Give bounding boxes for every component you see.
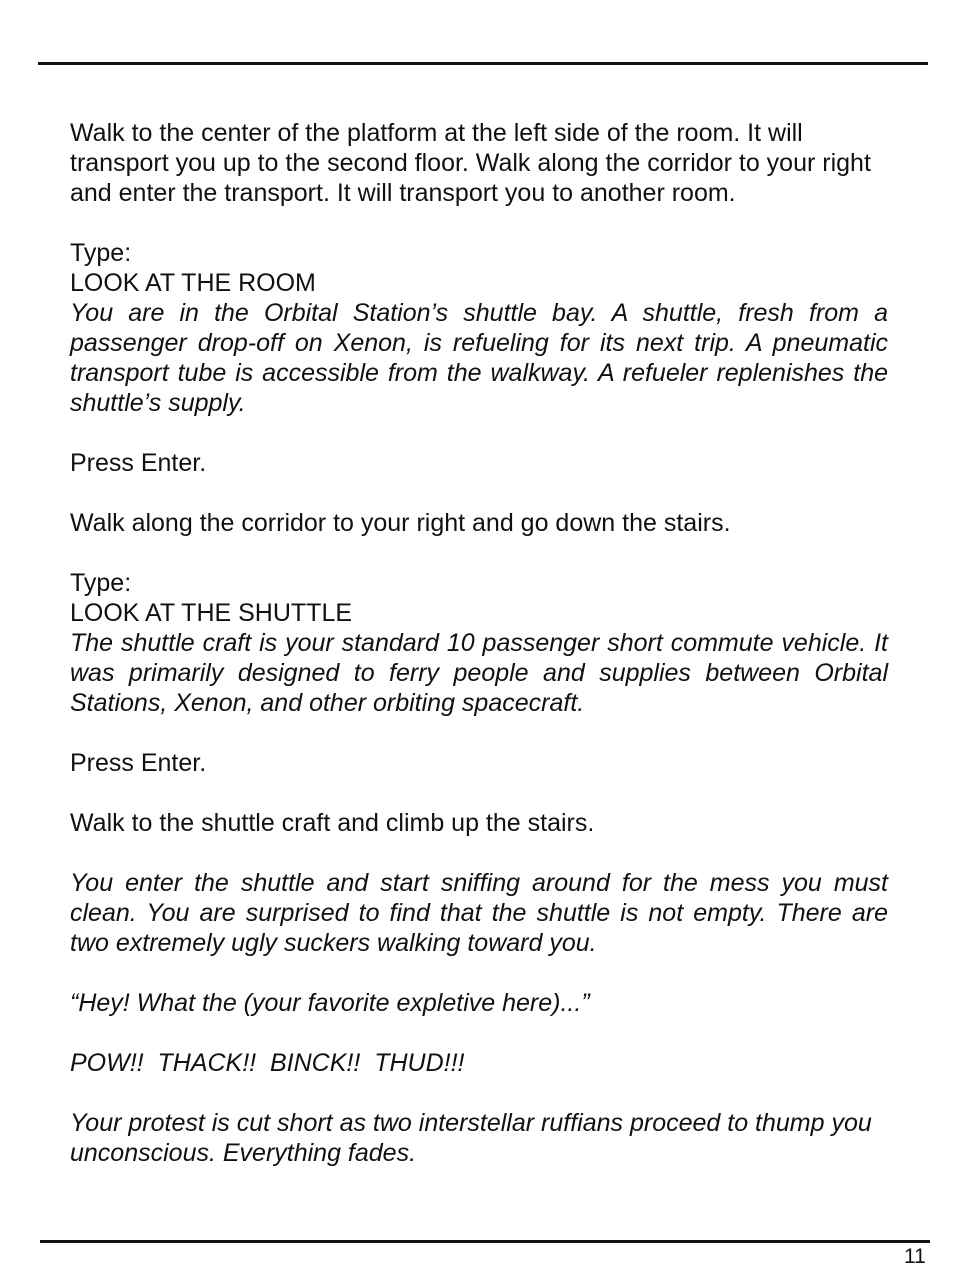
type-label: Type: <box>70 569 132 597</box>
top-rule <box>38 62 928 65</box>
type-label: Type: <box>70 239 132 267</box>
page-body <box>70 118 888 1198</box>
shuttle-description: The shuttle craft is your standard 10 passenger short commute vehicle. It was primarily designed to ferry people and supplies between Orbital Stations, Xenon, and other orbiting spacecraft. <box>70 629 888 717</box>
command-text: LOOK AT THE ROOM <box>70 269 316 297</box>
narration-paragraph: You enter the shuttle and start sniffing around for the mess you must clean. You are surprised to find that the shuttle is not empty. There are two extremely ugly suckers walking toward you. <box>70 869 888 957</box>
sound-effects: POW!! THACK!! BINCK!! THUD!!! <box>70 1049 465 1077</box>
instruction-paragraph: Walk to the shuttle craft and climb up the stairs. <box>70 809 595 837</box>
room-description: You are in the Orbital Station’s shuttle bay. A shuttle, fresh from a passenger drop-off on Xenon, is refueling for its next trip. A pneumatic transport tube is accessible from the walkway. A refueler replenishes the shuttle’s supply. <box>70 299 888 417</box>
press-enter-text: Press Enter. <box>70 449 207 477</box>
command-text: LOOK AT THE SHUTTLE <box>70 599 353 627</box>
instruction-paragraph: Walk to the center of the platform at the left side of the room. It will transport you up to the second floor. Walk along the corridor to your right and enter the transport. It will transport you to another room. <box>70 119 871 207</box>
narration-paragraph: Your protest is cut short as two interstellar ruffians proceed to thump you unconscious. Everything fades. <box>70 1109 872 1167</box>
instruction-paragraph: Walk along the corridor to your right and go down the stairs. <box>70 509 731 537</box>
bottom-rule <box>40 1240 930 1243</box>
dialogue-quote: “Hey! What the (your favorite expletive here)...” <box>70 989 590 1017</box>
page-number: 11 <box>904 1245 926 1268</box>
press-enter-text: Press Enter. <box>70 749 207 777</box>
